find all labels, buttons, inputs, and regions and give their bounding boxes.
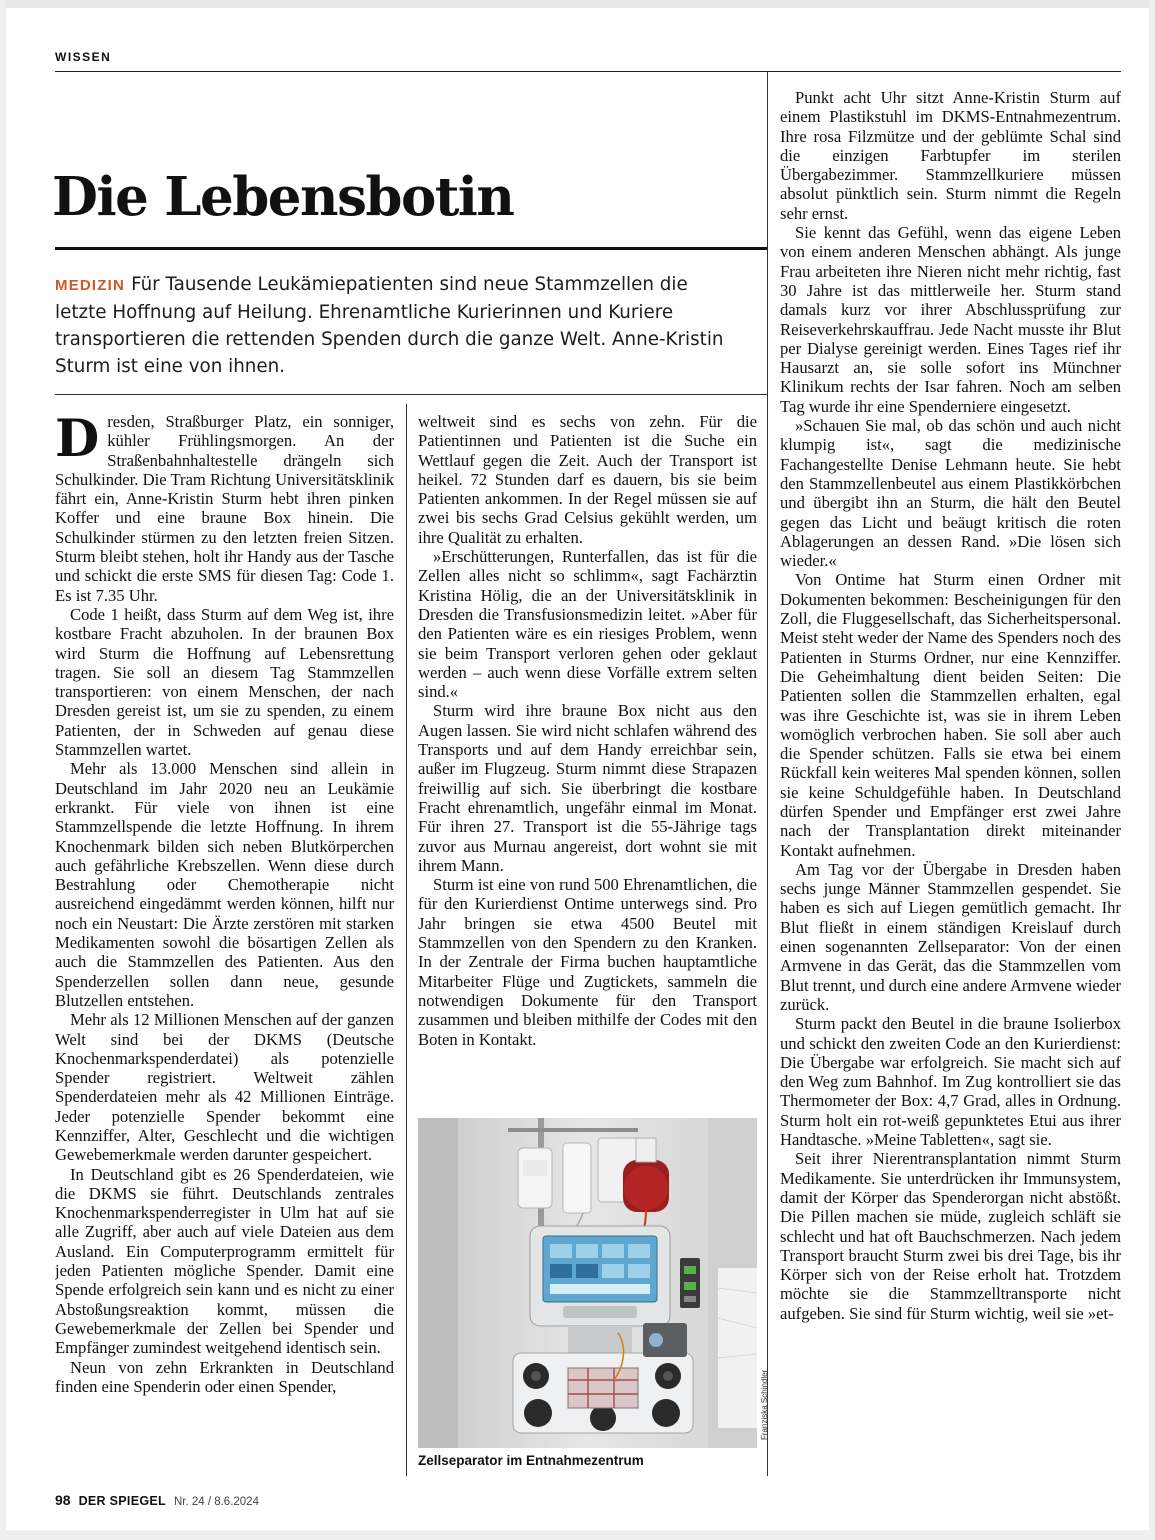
column-divider-right <box>767 72 768 1476</box>
body-paragraph: »Erschütterungen, Runterfallen, das ist für die Zellen alles nicht so schlimm«, sagt Fachärztin Kristina Hölig, die an der Universitätsklinik in Dresden die Transfusionsmedizin leitet. »Aber für den Patienten wäre es ein riesiges Problem, wenn sie beim Transport verloren gehen oder geklaut werden – auch wenn diese Vorfälle extrem selten sind.« <box>418 547 757 702</box>
body-column-3 <box>780 88 1121 1475</box>
body-paragraph: Seit ihrer Nierentransplantation nimmt Sturm Medikamente. Sie unterdrücken ihr Immunsystem, damit der Körper das Spenderorgan nicht abstößt. Die Pillen machen sie müde, zugleich schläft sie schlecht und hat oft Bauchschmerzen. Nach jedem Transport braucht Sturm zwei bis drei Tage, bis ihr Körper sich von der Reise erholt hat. Trotzdem möchte sie die Stammzelltransporte nicht aufgeben. Sie sind für Sturm wichtig, weil sie »et- <box>780 1149 1121 1323</box>
page-frame-right <box>1149 0 1155 1540</box>
teaser-kicker: MEDIZIN <box>55 277 126 294</box>
headline: Die Lebensbotin <box>52 166 514 228</box>
body-paragraph: Mehr als 12 Millionen Menschen auf der ganzen Welt sind bei der DKMS (Deutsche Knochenmarkspenderdatei) als potenzielle Spender registriert. Weltweit zählen Spenderdateien mehr als 42 Millionen Einträge. Jeder potenzielle Spender bekommt eine Kennziffer, Alter, Geschlecht und die wichtigen Gewebemerkmale werden darunter gespeichert. <box>55 1010 394 1165</box>
dropcap: D <box>55 412 100 469</box>
body-paragraph: weltweit sind es sechs von zehn. Für die Patientinnen und Patienten ist die Suche ein Wettlauf gegen die Zeit. Auch der Transport ist heikel. 72 Stunden darf es dauern, bis sie beim Patienten ankommen. In der Regel müssen sie auf zwei bis sechs Grad Celsius gekühlt werden, um ihre Qualität zu erhalten. <box>418 412 757 547</box>
issue-info: Nr. 24 / 8.6.2024 <box>173 1496 259 1508</box>
page-frame-top <box>0 0 1155 8</box>
body-paragraph: Von Ontime hat Sturm einen Ordner mit Dokumenten bekommen: Bescheinigungen für den Zoll, die Fluggesellschaft, das Sicherheitspersonal. Meist steht weder der Name des Spenders noch des Patienten in Sturms Ordner, nur eine Kennziffer. Die Geheimhaltung dient beiden Seiten: Die Patienten sollen die Stammzellen erhalten, egal was ihre Geschichte ist, was sie in ihrem Leben womöglich verbrochen haben. Sie soll aber auch die Spender schützen. Falls sie etwa bei einem Rückfall kein weiteres Mal spenden können, sollen sie keine Schuldgefühle haben. In Deutschland dürfen Spender und Empfänger erst zwei Jahre nach der Transplantation direkt miteinander Kontakt aufnehmen. <box>780 570 1121 860</box>
body-paragraph: Am Tag vor der Übergabe in Dresden haben sechs junge Männer Stammzellen gespendet. Sie haben es sich auf Liegen gemütlich gemacht. Ihr Blut fließt in einem ständigen Kreislauf durch einen sogenannten Zellseparator: Von der einen Armvene in das Gerät, das die Stammzellen vom Blut trennt, und durch eine andere Armvene wieder zurück. <box>780 859 1121 1014</box>
body-paragraph: Sturm wird ihre braune Box nicht aus den Augen lassen. Sie wird nicht schlafen während des Transports und auf dem Handy erreichbar sein, außer im Flugzeug. Sturm nimmt diese Strapazen freiwillig auf sich. Sie überbringt die kostbare Fracht ehrenamtlich, ungefähr einmal im Monat. Für ihren 27. Transport ist die 55-Jährige tags zuvor aus Murnau angereist, dort wohnt sie mit ihrem Mann. <box>418 701 757 875</box>
body-paragraph: Punkt acht Uhr sitzt Anne-Kristin Sturm auf einem Plastikstuhl im DKMS-Entnahmezentrum. Ihre rosa Filzmütze und der geblümte Schal sind die einzigen Farbtupfer im sterilen Übergabezimmer. Stammzellkuriere müssen absolut pünktlich sein. Sturm nimmt die Regeln sehr ernst. <box>780 88 1121 223</box>
body-paragraph: Code 1 heißt, dass Sturm auf dem Weg ist, ihre kostbare Fracht abzuholen. In der braunen Box wird Sturm die Hoffnung auf Lebensrettung tragen. Sie soll an diesem Tag Stammzellen transportieren: von einem Menschen, der nach Dresden gereist ist, um sie zu spenden, zu einem Patienten, der in Schweden auf genau diese Stammzellen wartet. <box>55 604 394 760</box>
body-paragraph: In Deutschland gibt es 26 Spenderdateien, wie die DKMS sie führt. Deutschlands zentrales Knochenmarkspenderregister in Ulm hat auf sie alle Zugriff, aber auch auf viele Dateien aus dem Ausland. Ein Computerprogramm ermittelt für jeden Patienten mögliche Spender. Damit eine Spende erfolgreich sein kann und es nicht zu einer Abstoßungsreaktion kommt, müssen die Gewebemerkmale der Zellen bei Spender und Empfänger zumindest weitgehend identisch sein. <box>55 1164 394 1358</box>
page-footer <box>55 1492 259 1508</box>
body-paragraph: Sturm packt den Beutel in die braune Isolierbox und schickt den zweiten Code an den Kurierdienst: Die Übergabe war erfolgreich. Sie macht sich auf den Weg zum Bahnhof. Im Zug kontrolliert sie das Thermometer der Box: 4,7 Grad, alles in Ordnung. Sturm holt ein rot-weiß gepunktetes Etui aus ihrer Handtasche. »Meine Tabletten«, sagt sie. <box>780 1014 1121 1150</box>
photo-caption: Zellseparator im Entnahmezentrum <box>418 1453 644 1468</box>
photo-credit: Franziska Schindler <box>760 1369 769 1440</box>
teaser <box>55 271 745 380</box>
body-paragraph: Neun von zehn Erkrankten in Deutschland finden eine Spenderin oder einen Spender, <box>55 1357 394 1396</box>
page-frame-left <box>0 0 6 1540</box>
body-paragraph: »Schauen Sie mal, ob das schön und auch nicht klumpig ist«, sagt die medizinische Fachangestellte Denise Lehmann heute. Sie hebt den Stammzellenbeutel aus einem Plastikkörbchen und übergibt ihn an Sturm, die hält den Beutel gegen das Licht und beäugt kritisch die roten Ablagerungen an dessen Rand. »Die lösen sich wieder.« <box>780 416 1121 571</box>
body-paragraph <box>55 412 394 605</box>
body-paragraph: Sie kennt das Gefühl, wenn das eigene Leben von einem anderen Menschen abhängt. Als junge Frau arbeiteten ihre Nieren nicht mehr richtig, fast 30 Jahre ist das mittlerweile her. Sturm stand damals kurz vor ihrer Abschlussprüfung zur Reiseverkehrskauffrau. Jede Nacht musste ihr Blut per Dialyse gereinigt werden. Eines Tages rief ihr Hausarzt an, sie solle sofort ins Münchner Klinikum rechts der Isar fahren. Noch am selben Tag wurde ihr eine Spenderniere eingesetzt. <box>780 223 1121 416</box>
magazine-name: DER SPIEGEL <box>78 1494 166 1508</box>
cell-separator-photo <box>418 1118 757 1448</box>
body-column-1 <box>55 412 394 1472</box>
section-label: WISSEN <box>55 50 112 64</box>
page-frame-bottom <box>0 1530 1155 1540</box>
page-number: 98 <box>55 1492 71 1508</box>
headline-rule <box>55 247 767 250</box>
teaser-text: Für Tausende Leukämiepatienten sind neue Stammzellen die letzte Hoffnung auf Heilung. Ehrenamtliche Kurierinnen und Kuriere transportieren die rettenden Spenden durch die ganze Welt. Anne-Kristin Sturm ist eine von ihnen. <box>55 274 724 377</box>
body-paragraph: Sturm ist eine von rund 500 Ehrenamtlichen, die für den Kurierdienst Ontime unterwegs sind. Pro Jahr bringen sie etwa 4500 Beutel mit Stammzellen von den Spendern zu den Kranken. In der Zentrale der Firma buchen hauptamtliche Mitarbeiter Flüge und Zugtickets, sammeln die notwendigen Dokumente für den Transport zusammen und bleiben mithilfe der Codes mit den Boten in Kontakt. <box>418 875 757 1049</box>
teaser-rule <box>55 394 767 395</box>
body-column-2 <box>418 412 757 1108</box>
body-paragraph-text: resden, Straßburger Platz, ein sonniger, kühler Frühlingsmorgen. An der Straßenbahnhaltestelle drängeln sich Schulkinder. Die Tram Richtung Universitätsklinik fährt ein, Anne-Kristin Sturm hebt ihren pinken Koffer und eine braune Box hinein. Die Schulkinder stürmen zu den letzten freien Sitzen. Sturm bleibt stehen, holt ihr Handy aus der Tasche und schickt die erste SMS für diesen Tag: Code 1. Es ist 7.35 Uhr. <box>55 412 394 605</box>
top-rule <box>55 71 1121 72</box>
body-paragraph: Mehr als 13.000 Menschen sind allein in Deutschland im Jahr 2020 neu an Leukämie erkrankt. Für viele von ihnen ist eine Stammzellspende die letzte Hoffnung. In ihrem Knochenmark bilden sich neben Blutkörperchen auch gefährliche Krebszellen. Wenn diese durch Bestrahlung oder Chemotherapie nicht ausreichend eingedämmt werden können, hilft nur noch ein Neustart: Die Ärzte zerstören mit starken Medikamenten sowohl die bösartigen Zellen als auch die Stammzellen des Patienten. Aus den Spenderzellen sollen dann neue, gesunde Blutzellen entstehen. <box>55 759 394 1010</box>
column-divider-left <box>406 404 407 1476</box>
cell-separator-illustration <box>418 1118 757 1448</box>
